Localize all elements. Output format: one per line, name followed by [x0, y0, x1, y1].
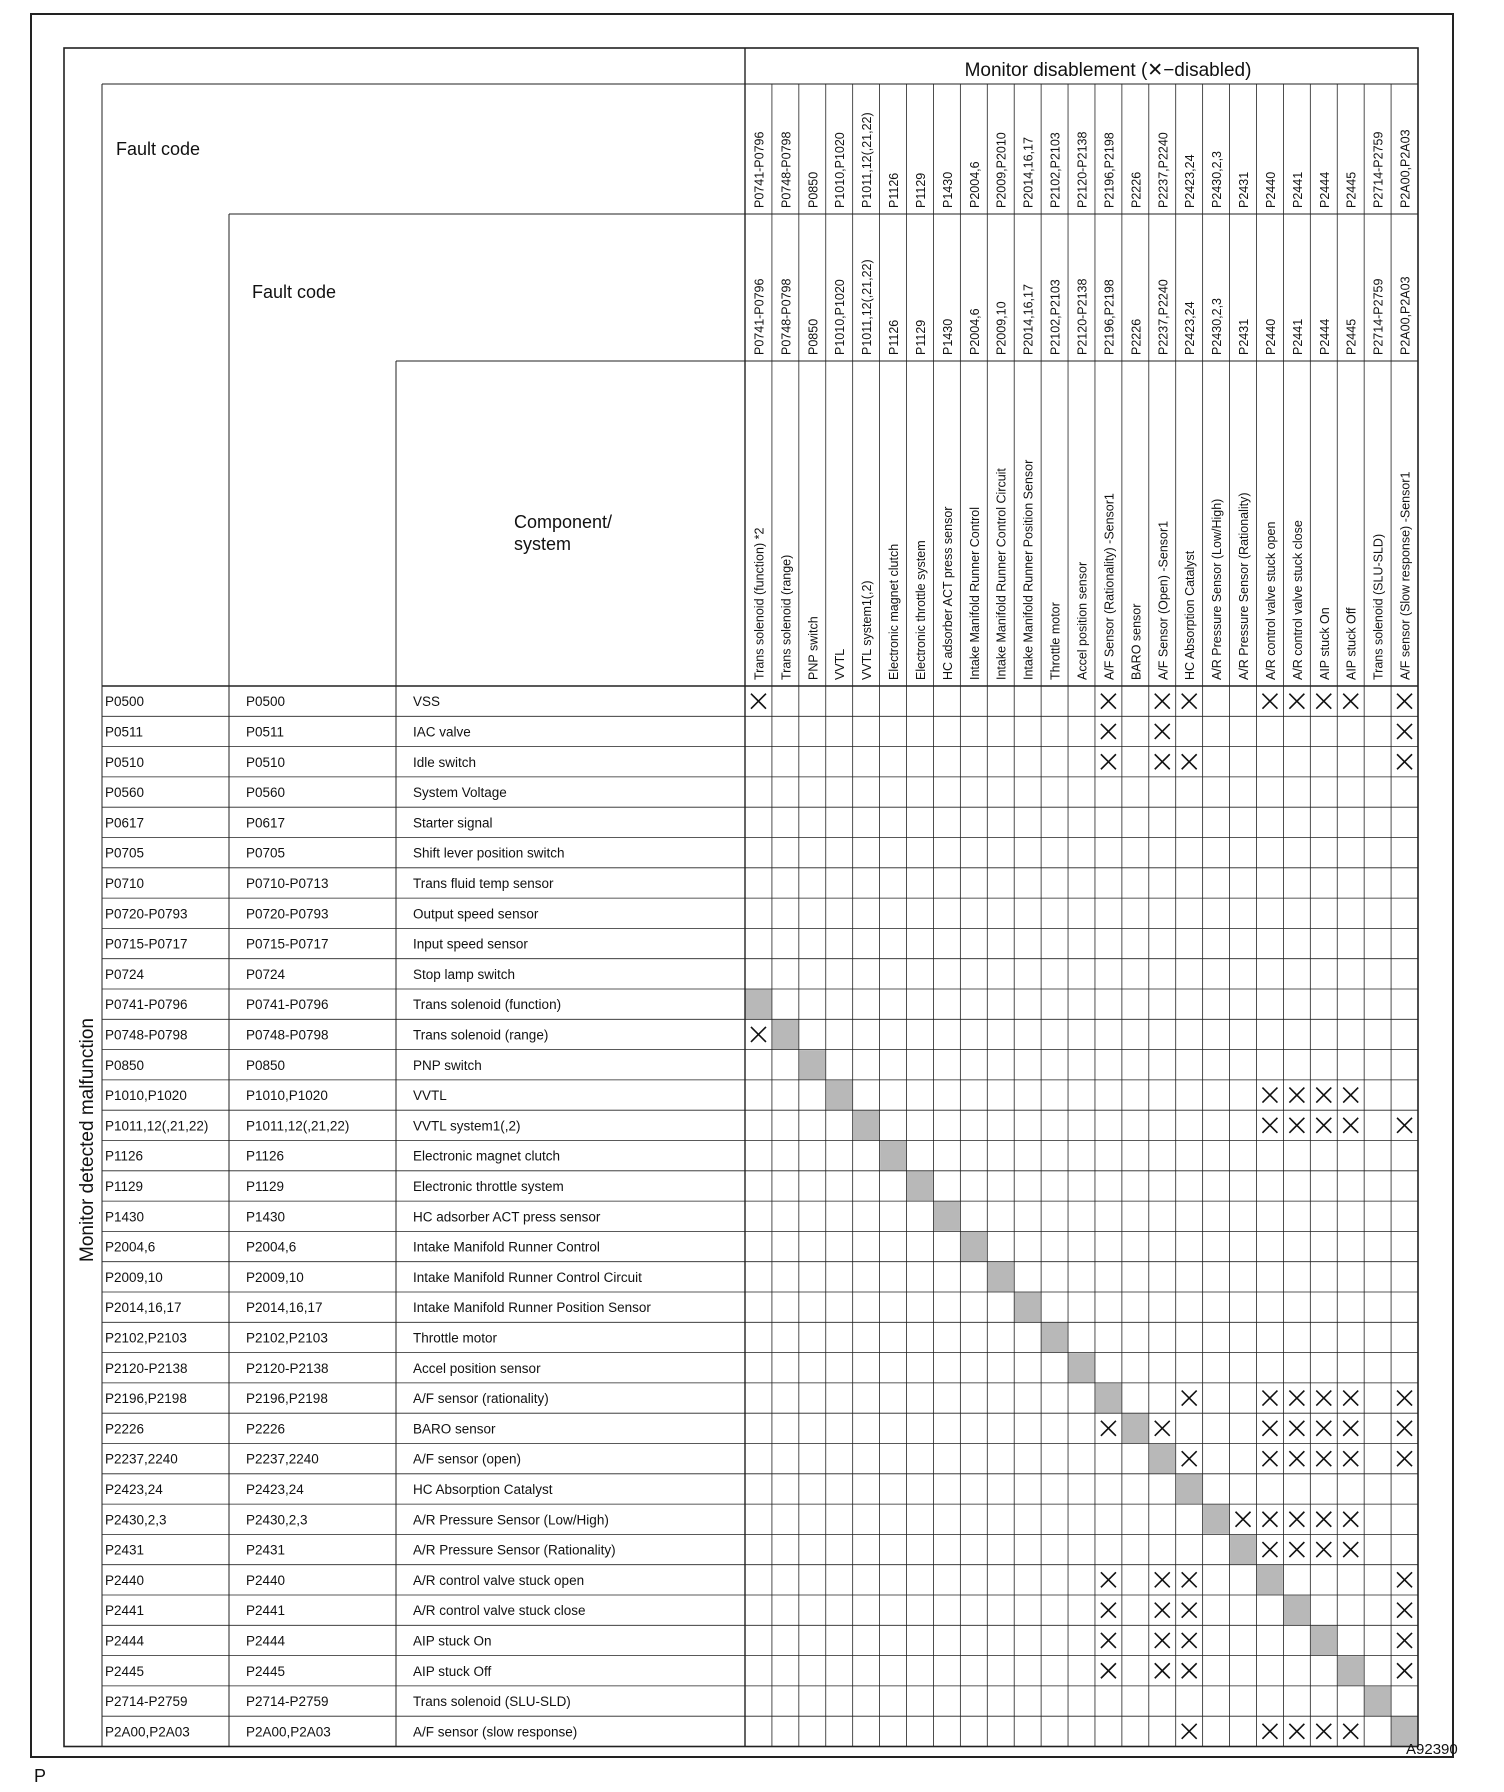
- shaded-cell: [1042, 1323, 1068, 1352]
- column-code-header-2: P2A00,P2A03: [1398, 276, 1413, 355]
- row-component: Intake Manifold Runner Control: [413, 1239, 600, 1255]
- disabled-mark: [1343, 1512, 1358, 1527]
- column-code-header: P2A00,P2A03: [1398, 129, 1413, 208]
- row-fault-code: P0850: [105, 1057, 145, 1073]
- row-fault-code-2: P0850: [246, 1057, 286, 1073]
- row-component: PNP switch: [413, 1057, 482, 1073]
- fault-code-label-1: Fault code: [116, 139, 201, 159]
- column-component-header: A/R control valve stuck open: [1263, 521, 1278, 680]
- disabled-mark: [1316, 1421, 1331, 1436]
- row-component: BARO sensor: [413, 1421, 496, 1437]
- disabled-mark: [1262, 1451, 1277, 1466]
- disabled-mark: [1262, 1118, 1277, 1133]
- shaded-cell: [1095, 1383, 1121, 1412]
- column-code-header: P2444: [1317, 171, 1332, 208]
- row-fault-code: P0510: [105, 754, 145, 770]
- row-fault-code-2: P0560: [246, 785, 286, 801]
- row-fault-code-2: P2226: [246, 1421, 286, 1437]
- row-fault-code-2: P2004,6: [246, 1239, 297, 1255]
- shaded-cell: [1069, 1353, 1095, 1382]
- row-fault-code-2: P2714-P2759: [246, 1694, 329, 1710]
- row-component: Trans solenoid (range): [413, 1027, 549, 1043]
- disabled-mark: [1182, 1451, 1197, 1466]
- row-fault-code-2: P0741-P0796: [246, 997, 329, 1013]
- row-component: Starter signal: [413, 815, 493, 831]
- column-code-header: P2226: [1129, 171, 1144, 208]
- shaded-cell: [826, 1080, 852, 1109]
- row-fault-code: P0724: [105, 966, 145, 982]
- column-code-header-2: P1126: [887, 319, 902, 355]
- column-code-header: P1010,P1020: [833, 132, 848, 208]
- row-fault-code-2: P2440: [246, 1572, 286, 1588]
- row-fault-code: P2440: [105, 1572, 145, 1588]
- shaded-cell: [934, 1202, 960, 1231]
- column-code-header: P1129: [913, 172, 928, 208]
- disabled-mark: [1397, 694, 1412, 709]
- row-fault-code-2: P2014,16,17: [246, 1300, 323, 1316]
- column-component-header: Intake Manifold Runner Position Sensor: [1021, 459, 1036, 680]
- column-component-header: A/F Sensor (Rationality) -Sensor1: [1102, 493, 1117, 680]
- row-component: Trans solenoid (SLU-SLD): [413, 1694, 571, 1710]
- column-code-header-2: P1129: [913, 319, 928, 355]
- disabled-mark: [1397, 1603, 1412, 1618]
- disabled-mark: [1101, 1633, 1116, 1648]
- row-fault-code-2: P2441: [246, 1603, 286, 1619]
- row-fault-code: P0748-P0798: [105, 1027, 188, 1043]
- column-component-header: HC Absorption Catalyst: [1183, 550, 1198, 680]
- disabled-mark: [1182, 1724, 1197, 1739]
- component-label-line2: system: [514, 534, 572, 554]
- row-fault-code-2: P1126: [246, 1148, 285, 1164]
- row-component: Trans fluid temp sensor: [413, 875, 554, 891]
- disabled-mark: [1262, 694, 1277, 709]
- disabled-mark: [1343, 1088, 1358, 1103]
- footer-left-mark: P: [34, 1766, 47, 1786]
- row-component: Trans solenoid (function): [413, 997, 562, 1013]
- row-fault-code: P2014,16,17: [105, 1300, 182, 1316]
- row-fault-code-2: P2120-P2138: [246, 1360, 329, 1376]
- row-component: Output speed sensor: [413, 906, 539, 922]
- disabled-mark: [1343, 1118, 1358, 1133]
- row-fault-code: P0560: [105, 785, 145, 801]
- row-fault-code: P2237,2240: [105, 1451, 178, 1467]
- disabled-mark: [1155, 1421, 1170, 1436]
- disabled-mark: [751, 694, 766, 709]
- shaded-cell: [961, 1232, 987, 1261]
- row-component: Electronic magnet clutch: [413, 1148, 561, 1164]
- column-code-header-2: P1430: [940, 318, 955, 355]
- column-code-header: P2445: [1344, 171, 1359, 208]
- monitor-disablement-title: Monitor disablement (✕−disabled): [964, 60, 1252, 81]
- row-component: VSS: [413, 694, 441, 710]
- row-component: A/F sensor (slow response): [413, 1724, 578, 1740]
- disabled-mark: [1182, 1603, 1197, 1618]
- row-fault-code-2: P0617: [246, 815, 286, 831]
- disabled-mark: [1289, 1512, 1304, 1527]
- shaded-cell: [1015, 1293, 1041, 1322]
- disabled-mark: [1289, 1724, 1304, 1739]
- disabled-mark: [1316, 1118, 1331, 1133]
- disabled-mark: [1101, 1421, 1116, 1436]
- shaded-cell: [1122, 1414, 1148, 1443]
- row-fault-code: P1011,12(,21,22): [105, 1118, 209, 1134]
- column-component-header: Trans solenoid (SLU-SLD): [1371, 533, 1386, 680]
- row-fault-code-2: P2431: [246, 1542, 286, 1558]
- disabled-mark: [1289, 694, 1304, 709]
- shaded-cell: [907, 1171, 933, 1200]
- column-code-header-2: P2014,16,17: [1021, 284, 1036, 355]
- column-component-header: AIP stuck Off: [1344, 607, 1359, 680]
- disabled-mark: [1101, 1663, 1116, 1678]
- disabled-mark: [1182, 1391, 1197, 1406]
- row-fault-code: P2430,2,3: [105, 1512, 167, 1528]
- column-code-header: P2196,P2198: [1102, 132, 1117, 208]
- row-component: HC Absorption Catalyst: [413, 1481, 553, 1497]
- column-code-header: P2237,P2240: [1156, 132, 1171, 208]
- disabled-mark: [1289, 1118, 1304, 1133]
- component-label-line1: Component/: [514, 512, 613, 532]
- row-fault-code: P2120-P2138: [105, 1360, 188, 1376]
- row-axis-label: Monitor detected malfunction: [77, 1018, 98, 1262]
- row-fault-code: P2009,10: [105, 1269, 163, 1285]
- disabled-mark: [1397, 1118, 1412, 1133]
- column-code-header: P2014,16,17: [1021, 137, 1036, 208]
- column-code-header-2: P2431: [1237, 318, 1252, 355]
- disabled-mark: [1397, 1421, 1412, 1436]
- row-fault-code: P2431: [105, 1542, 145, 1558]
- row-fault-code-2: P0710-P0713: [246, 875, 329, 891]
- disabled-mark: [1316, 1512, 1331, 1527]
- shaded-cell: [1257, 1565, 1283, 1594]
- row-component: A/F sensor (open): [413, 1451, 522, 1467]
- shaded-cell: [853, 1111, 879, 1140]
- column-code-header: P0748-P0798: [779, 131, 794, 208]
- row-fault-code-2: P2102,P2103: [246, 1330, 328, 1346]
- disabled-mark: [1101, 754, 1116, 769]
- row-fault-code-2: P0500: [246, 694, 286, 710]
- row-component: Intake Manifold Runner Control Circuit: [413, 1269, 642, 1285]
- column-code-header-2: P2237,P2240: [1156, 279, 1171, 355]
- column-component-header: VVTL: [833, 648, 848, 680]
- disabled-mark: [1343, 694, 1358, 709]
- disabled-mark: [1262, 1391, 1277, 1406]
- row-fault-code: P0511: [105, 724, 144, 740]
- column-code-header-2: P1011,12(,21,22): [860, 259, 875, 355]
- column-code-header-2: P2444: [1317, 318, 1332, 355]
- column-code-header-2: P0850: [806, 318, 821, 355]
- column-component-header: Intake Manifold Runner Control: [967, 506, 982, 680]
- column-code-header: P1126: [887, 172, 902, 208]
- row-fault-code: P1129: [105, 1178, 144, 1194]
- row-fault-code-2: P2444: [246, 1633, 286, 1649]
- column-code-header: P2441: [1290, 171, 1305, 208]
- disabled-mark: [751, 1027, 766, 1042]
- shaded-cell: [1338, 1656, 1364, 1685]
- disabled-mark: [1397, 724, 1412, 739]
- disabled-mark: [1182, 1633, 1197, 1648]
- disabled-mark: [1262, 1512, 1277, 1527]
- row-component: Accel position sensor: [413, 1360, 541, 1376]
- disabled-mark: [1316, 1391, 1331, 1406]
- row-fault-code-2: P1010,P1020: [246, 1088, 328, 1104]
- row-fault-code-2: P2A00,P2A03: [246, 1724, 331, 1740]
- column-component-header: Trans solenoid (function) *2: [752, 527, 767, 680]
- disabled-mark: [1289, 1088, 1304, 1103]
- column-code-header: P2430,2,3: [1210, 151, 1225, 208]
- disabled-mark: [1101, 1603, 1116, 1618]
- column-code-header: P2431: [1237, 171, 1252, 208]
- column-code-header: P2423,24: [1183, 154, 1198, 208]
- row-fault-code-2: P0705: [246, 845, 286, 861]
- disabled-mark: [1343, 1542, 1358, 1557]
- row-component: IAC valve: [413, 724, 471, 740]
- column-code-header-2: P2441: [1290, 318, 1305, 355]
- disabled-mark: [1155, 1633, 1170, 1648]
- row-fault-code-2: P2445: [246, 1663, 286, 1679]
- column-code-header-2: P2430,2,3: [1210, 298, 1225, 355]
- row-component: Electronic throttle system: [413, 1178, 564, 1194]
- row-fault-code-2: P0724: [246, 966, 286, 982]
- row-fault-code: P2A00,P2A03: [105, 1724, 190, 1740]
- column-component-header: A/R Pressure Sensor (Low/High): [1210, 498, 1225, 680]
- disabled-mark: [1289, 1542, 1304, 1557]
- column-component-header: Electronic magnet clutch: [887, 543, 902, 680]
- disabled-mark: [1101, 694, 1116, 709]
- row-fault-code: P2423,24: [105, 1481, 163, 1497]
- column-component-header: Trans solenoid (range): [779, 554, 794, 680]
- disabled-mark: [1262, 1542, 1277, 1557]
- disabled-mark: [1397, 1451, 1412, 1466]
- column-code-header: P2009,P2010: [994, 132, 1009, 208]
- column-component-header: VVTL system1(,2): [860, 580, 875, 680]
- row-fault-code: P0715-P0717: [105, 936, 188, 952]
- column-code-header-2: P2102,P2103: [1048, 279, 1063, 355]
- disabled-mark: [1397, 1663, 1412, 1678]
- disabled-mark: [1155, 694, 1170, 709]
- column-code-header: P2440: [1263, 171, 1278, 208]
- disabled-mark: [1289, 1391, 1304, 1406]
- column-code-header-2: P0748-P0798: [779, 278, 794, 355]
- row-fault-code-2: P0715-P0717: [246, 936, 329, 952]
- column-code-header: P2120-P2138: [1075, 131, 1090, 208]
- row-fault-code-2: P2430,2,3: [246, 1512, 308, 1528]
- column-code-header-2: P2423,24: [1183, 301, 1198, 355]
- disabled-mark: [1101, 1572, 1116, 1587]
- column-component-header: A/R control valve stuck close: [1290, 520, 1305, 680]
- row-fault-code: P2445: [105, 1663, 145, 1679]
- row-fault-code-2: P2009,10: [246, 1269, 304, 1285]
- column-component-header: PNP switch: [806, 616, 821, 680]
- shaded-cell: [1149, 1444, 1175, 1473]
- row-fault-code-2: P0748-P0798: [246, 1027, 329, 1043]
- shaded-cell: [1284, 1596, 1310, 1625]
- row-fault-code-2: P0511: [246, 724, 285, 740]
- disabled-mark: [1343, 1724, 1358, 1739]
- disabled-mark: [1155, 754, 1170, 769]
- row-fault-code: P1430: [105, 1209, 145, 1225]
- row-component: Throttle motor: [413, 1330, 498, 1346]
- row-fault-code: P2444: [105, 1633, 145, 1649]
- row-component: System Voltage: [413, 785, 507, 801]
- disabled-mark: [1316, 1724, 1331, 1739]
- disabled-mark: [1236, 1512, 1251, 1527]
- disabled-mark: [1262, 1088, 1277, 1103]
- shaded-cell: [772, 1020, 798, 1049]
- disabled-mark: [1343, 1391, 1358, 1406]
- column-code-header: P2004,6: [967, 161, 982, 208]
- row-component: VVTL system1(,2): [413, 1118, 521, 1134]
- column-headers: [752, 112, 1412, 680]
- disabled-mark: [1343, 1421, 1358, 1436]
- row-fault-code: P2004,6: [105, 1239, 156, 1255]
- row-component: Idle switch: [413, 754, 477, 770]
- row-component: Intake Manifold Runner Position Sensor: [413, 1300, 651, 1316]
- disabled-mark: [1262, 1724, 1277, 1739]
- column-code-header-2: P0741-P0796: [752, 278, 767, 355]
- column-code-header-2: P2120-P2138: [1075, 278, 1090, 355]
- column-code-header: P0741-P0796: [752, 131, 767, 208]
- disabled-mark: [1182, 1663, 1197, 1678]
- shaded-cells: [746, 990, 1418, 1747]
- column-component-header: Intake Manifold Runner Control Circuit: [994, 468, 1009, 680]
- disabled-mark: [1155, 724, 1170, 739]
- column-code-header-2: P2196,P2198: [1102, 279, 1117, 355]
- row-fault-code-2: P2237,2240: [246, 1451, 319, 1467]
- column-component-header: A/R Pressure Sensor (Rationality): [1237, 492, 1252, 680]
- column-code-header: P1011,12(,21,22): [860, 112, 875, 208]
- column-code-header: P2102,P2103: [1048, 132, 1063, 208]
- shaded-cell: [1176, 1474, 1202, 1503]
- disabled-mark: [1397, 1572, 1412, 1587]
- row-component: AIP stuck On: [413, 1633, 492, 1649]
- row-component: AIP stuck Off: [413, 1663, 492, 1679]
- row-component: A/R Pressure Sensor (Low/High): [413, 1512, 609, 1528]
- row-component: A/R control valve stuck close: [413, 1603, 586, 1619]
- shaded-cell: [746, 990, 772, 1019]
- row-fault-code: P1010,P1020: [105, 1088, 187, 1104]
- column-code-header: P2714-P2759: [1371, 131, 1386, 208]
- row-component: A/R Pressure Sensor (Rationality): [413, 1542, 616, 1558]
- row-component: A/R control valve stuck open: [413, 1572, 585, 1588]
- disabled-mark: [1316, 694, 1331, 709]
- disabled-mark: [1101, 724, 1116, 739]
- disabled-mark: [1182, 694, 1197, 709]
- column-component-header: A/F sensor (Slow response) -Sensor1: [1398, 471, 1413, 680]
- disabled-mark: [1155, 1572, 1170, 1587]
- row-fault-code-2: P1011,12(,21,22): [246, 1118, 350, 1134]
- row-fault-code: P1126: [105, 1148, 144, 1164]
- row-component: VVTL: [413, 1088, 447, 1104]
- row-fault-code-2: P2423,24: [246, 1481, 304, 1497]
- row-fault-code: P0710: [105, 875, 145, 891]
- row-fault-code: P2226: [105, 1421, 145, 1437]
- column-code-header-2: P2009,10: [994, 301, 1009, 355]
- disabled-mark: [1397, 1391, 1412, 1406]
- column-component-header: BARO sensor: [1129, 603, 1144, 680]
- column-code-header-2: P2004,6: [967, 308, 982, 355]
- row-fault-code-2: P2196,P2198: [246, 1391, 328, 1407]
- disabled-mark: [1182, 1572, 1197, 1587]
- shaded-cell: [1203, 1505, 1229, 1534]
- column-code-header-2: P2440: [1263, 318, 1278, 355]
- disabled-mark: [1289, 1451, 1304, 1466]
- row-fault-code: P2102,P2103: [105, 1330, 187, 1346]
- disable-marks: [751, 694, 1412, 1739]
- row-fault-code-2: P0510: [246, 754, 286, 770]
- column-component-header: A/F Sensor (Open) -Sensor1: [1156, 520, 1171, 680]
- disabled-mark: [1316, 1542, 1331, 1557]
- column-code-header-2: P2445: [1344, 318, 1359, 355]
- column-code-header: P0850: [806, 171, 821, 208]
- row-fault-code: P2441: [105, 1603, 145, 1619]
- row-fault-code: P0705: [105, 845, 145, 861]
- column-component-header: HC adsorber ACT press sensor: [940, 506, 955, 680]
- column-code-header-2: P2714-P2759: [1371, 278, 1386, 355]
- shaded-cell: [880, 1141, 906, 1170]
- disabled-mark: [1262, 1421, 1277, 1436]
- row-fault-code-2: P1430: [246, 1209, 286, 1225]
- row-fault-code: P0720-P0793: [105, 906, 188, 922]
- disabled-mark: [1155, 1663, 1170, 1678]
- column-component-header: AIP stuck On: [1317, 607, 1332, 680]
- fault-code-label-2: Fault code: [252, 282, 337, 302]
- row-fault-code: P0500: [105, 694, 145, 710]
- disabled-mark: [1343, 1451, 1358, 1466]
- column-component-header: Electronic throttle system: [913, 540, 928, 680]
- column-component-header: Accel position sensor: [1075, 561, 1090, 680]
- row-fault-code: P0617: [105, 815, 145, 831]
- row-fault-code: P2714-P2759: [105, 1694, 188, 1710]
- disabled-mark: [1397, 1633, 1412, 1648]
- disabled-mark: [1155, 1603, 1170, 1618]
- disabled-mark: [1397, 754, 1412, 769]
- shaded-cell: [799, 1050, 825, 1079]
- shaded-cell: [988, 1262, 1014, 1291]
- row-component: Input speed sensor: [413, 936, 528, 952]
- disabled-mark: [1182, 754, 1197, 769]
- disabled-mark: [1316, 1088, 1331, 1103]
- column-code-header-2: P1010,P1020: [833, 279, 848, 355]
- column-component-header: Throttle motor: [1048, 602, 1063, 680]
- row-component: A/F sensor (rationality): [413, 1391, 549, 1407]
- row-fault-code: P2196,P2198: [105, 1391, 187, 1407]
- shaded-cell: [1311, 1626, 1337, 1655]
- shaded-cell: [1230, 1535, 1256, 1564]
- row-fault-code-2: P1129: [246, 1178, 285, 1194]
- disabled-mark: [1289, 1421, 1304, 1436]
- figure-id: A92390: [1406, 1741, 1458, 1758]
- column-code-header-2: P2226: [1129, 318, 1144, 355]
- column-code-header: P1430: [940, 171, 955, 208]
- disabled-mark: [1316, 1451, 1331, 1466]
- row-component: Shift lever position switch: [413, 845, 565, 861]
- row-fault-code: P0741-P0796: [105, 997, 188, 1013]
- row-component: Stop lamp switch: [413, 966, 516, 982]
- shaded-cell: [1365, 1686, 1391, 1715]
- row-fault-code-2: P0720-P0793: [246, 906, 329, 922]
- row-component: HC adsorber ACT press sensor: [413, 1209, 601, 1225]
- row-labels: [105, 694, 651, 1739]
